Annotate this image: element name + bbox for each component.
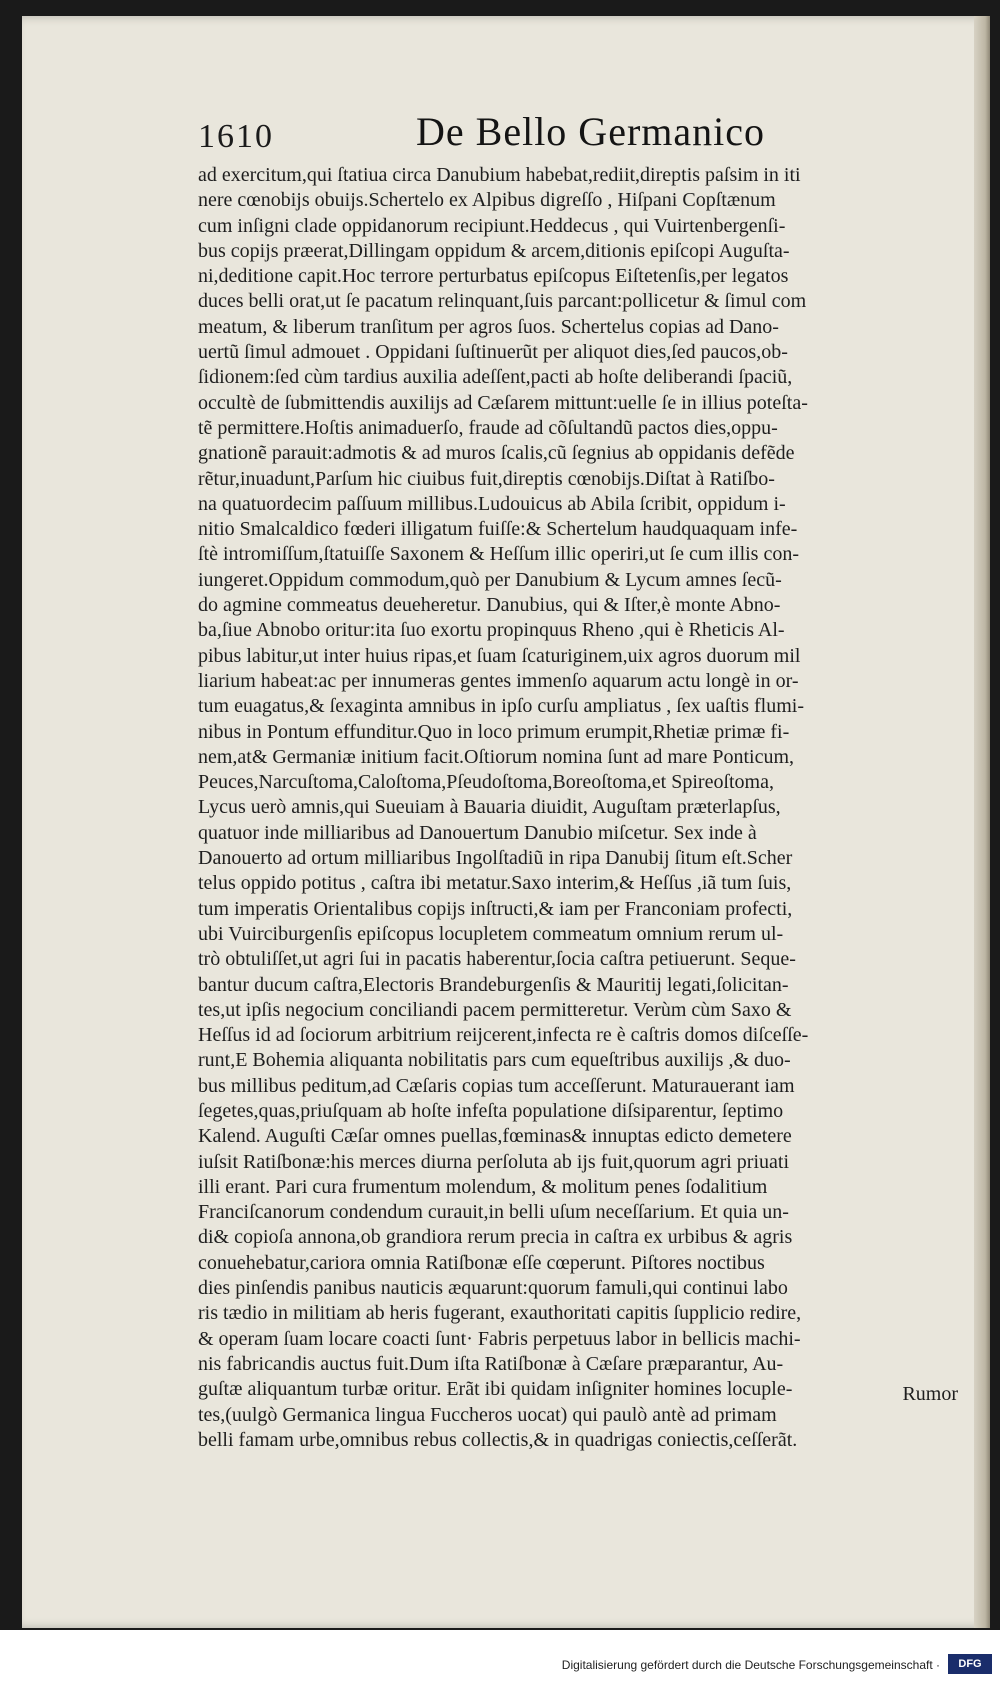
running-title: De Bello Germanico [416, 109, 765, 154]
page-edge [974, 16, 990, 1628]
text-line: ba,ſiue Abnobo oritur:ita ſuo exortu propinquus Rheno ,qui è Rheticis Al- [198, 619, 785, 642]
text-line: bus copijs præerat,Dillingam oppidum & arcem,ditionis epiſcopi Auguſta- [198, 239, 790, 262]
text-line: nere cœnobijs obuijs.Schertelo ex Alpibus digreſſo , Hiſpani Copſtænum [198, 189, 776, 212]
text-line: illi erant. Pari cura frumentum molendum, & molitum penes ſodalitium [198, 1175, 768, 1198]
text-line: Kalend. Auguſti Cæſar omnes puellas,fœminas& innuptas edicto demetere [198, 1125, 792, 1148]
text-line: quatuor inde milliaribus ad Danouertum Danubio miſcetur. Sex inde à [198, 821, 757, 844]
dfg-logo-icon: DFG [948, 1654, 992, 1674]
text-line: nem,at& Germaniæ initium facit.Oſtiorum nomina ſunt ad mare Ponticum, [198, 745, 794, 768]
text-line: Heſſus id ad ſociorum arbitrium reijcerent,infecta re è caſtris domos diſceſſe- [198, 1024, 809, 1047]
text-line: iungeret.Oppidum commodum,quò per Danubium & Lycum amnes ſecũ- [198, 568, 782, 591]
text-line: tum imperatis Orientalibus copijs inſtructi,& iam per Franconiam profecti, [198, 897, 793, 920]
text-line: uertũ ſimul admouet . Oppidani ſuſtinuerũt per aliquot dies,ſed paucos,ob- [198, 341, 788, 364]
text-line: do agmine commeatus deueheretur. Danubius, qui & Iſter,è monte Abno- [198, 594, 781, 617]
text-line: ni,deditione capit.Hoc terrore perturbatus epiſcopus Eiſtetenſis,per legatos [198, 265, 789, 288]
text-line: nitio Smalcaldico fœderi illigatum fuiſſe:& Schertelum haudquaquam infe- [198, 518, 798, 541]
text-line: tum euagatus,& ſexaginta amnibus in ipſo curſu ampliatus , ſex uaſtis flumi- [198, 695, 804, 718]
footer-bar [0, 1650, 1000, 1683]
text-line: meatum, & liberum tranſitum per agros ſuos. Schertelus copias ad Dano- [198, 315, 779, 338]
text-line: telus oppido potitus , caſtra ibi metatur.Saxo interim,& Heſſus ,iã tum ſuis, [198, 872, 792, 895]
text-line: rẽtur,inuadunt,Parſum hic ciuibus fuit,direptis cœnobijs.Diſtat à Ratiſbo- [198, 467, 775, 490]
text-line: tes,ut ipſis negocium conciliandi pacem permitteretur. Verùm cùm Saxo & [198, 998, 792, 1021]
text-line: ſidionem:ſed cùm tardius auxilia adeſſent,pacti ab hoſte deliberandi ſpaciũ, [198, 366, 793, 389]
text-line: & operam ſuam locare coacti ſunt· Fabris perpetuus labor in bellicis machi- [198, 1327, 801, 1350]
text-line: Danouerto ad ortum milliaribus Ingolſtadiũ in ripa Danubij ſitum eſt.Scher [198, 847, 793, 870]
text-line: Peuces,Narcuſtoma,Caloſtoma,Pſeudoſtoma,Boreoſtoma,et Spireoſtoma, [198, 771, 774, 794]
footer-credit: Digitalisierung gefördert durch die Deutsche Forschungsgemeinschaft · [561, 1658, 940, 1672]
text-line: ad exercitum,qui ſtatiua circa Danubium habebat,rediit,direptis paſsim in iti [198, 164, 801, 186]
text-line: pibus labitur,ut inter huius ripas,et ſuam ſcaturiginem,uix agros duorum mil [198, 644, 801, 667]
text-line: guſtæ aliquantum turbæ oritur. Erãt ibi quidam inſigniter homines locuple- [198, 1378, 793, 1401]
text-line: dies pinſendis panibus nauticis æquarunt:quorum famuli,qui continui labo [198, 1277, 788, 1300]
text-line: belli famam urbe,omnibus rebus collectis,& in quadrigas coniectis,ceſſerãt. [198, 1428, 798, 1451]
text-line: liarium habeat:ac per innumeras gentes immenſo aquarum actu longè in or- [198, 669, 799, 692]
text-line: runt,E Bohemia aliquanta nobilitatis pars cum equeſtribus auxilijs ,& duo- [198, 1049, 791, 1072]
body-text [198, 163, 958, 1453]
text-line: ſegetes,quas,priuſquam ab hoſte infeſta populatione diſsiparentur, ſeptimo [198, 1099, 784, 1122]
text-line: iuſsit Ratiſbonæ:his merces diurna perſoluta ab ijs fuit,quorum agri priuati [198, 1150, 790, 1173]
text-line: Franciſcanorum condendum curauit,in belli uſum neceſſarium. Et quia un- [198, 1201, 789, 1224]
text-line: occultè de ſubmittendis auxilijs ad Cæſarem mittunt:uelle ſe in illius poteſta- [198, 391, 808, 414]
text-line: gnationẽ parauit:admotis & ad muros ſcalis,cũ ſegnius ab oppidanis defẽde [198, 442, 795, 465]
text-line: trò obtuliſſet,ut agri ſui in pacatis haberentur,ſocia caſtra petiuerunt. Seque- [198, 948, 796, 971]
text-line: cum inſigni clade oppidanorum recipiunt.Heddecus , qui Vuirtenbergenſi- [198, 214, 786, 237]
text-line: ris tædio in militiam ab heris fugerant, exauthoritati capitis ſupplicio redire, [198, 1302, 802, 1325]
text-line: nibus in Pontum effunditur.Quo in loco primum erumpit,Rhetiæ primæ fi- [198, 720, 790, 743]
text-line: tes,(uulgò Germanica lingua Fuccheros uocat) qui paulò antè ad primam [198, 1403, 777, 1426]
page-number: 1610 [198, 118, 274, 155]
text-line: bantur ducum caſtra,Electoris Brandeburgenſis & Mauritij legati,ſolicitan- [198, 973, 789, 996]
text-line: Lycus uerò amnis,qui Sueuiam à Bauaria diuidit, Auguſtam præterlapſus, [198, 796, 781, 819]
text-line: duces belli orat,ut ſe pacatum relinquant,ſuis parcant:pollicetur & ſimul com [198, 290, 807, 313]
text-line: ſtè intromiſſum,ſtatuiſſe Saxonem & Heſſum illic operiri,ut ſe cum illis con- [198, 543, 800, 566]
text-line: di& copioſa annona,ob grandiora rerum precia in caſtra ex urbibus & agris [198, 1226, 793, 1249]
text-line: tẽ permittere.Hoſtis animaduerſo, fraude ad cõſultandũ pactos dies,oppu- [198, 416, 778, 439]
text-line: nis fabricandis auctus fuit.Dum iſta Ratiſbonæ à Cæſare præparantur, Au- [198, 1352, 784, 1375]
text-line: bus millibus peditum,ad Cæſaris copias tum acceſſerunt. Maturauerant iam [198, 1074, 795, 1097]
text-line: conuehebatur,cariora omnia Ratiſbonæ eſſe cœperunt. Piſtores noctibus [198, 1251, 765, 1274]
running-head [198, 108, 958, 158]
catchword: Rumor [902, 1383, 958, 1405]
text-line: na quatuordecim paſſuum millibus.Ludouicus ab Abila ſcribit, oppidum i- [198, 492, 786, 515]
text-line: ubi Vuirciburgenſis epiſcopus locupletem commeatum omnium rerum ul- [198, 922, 784, 945]
